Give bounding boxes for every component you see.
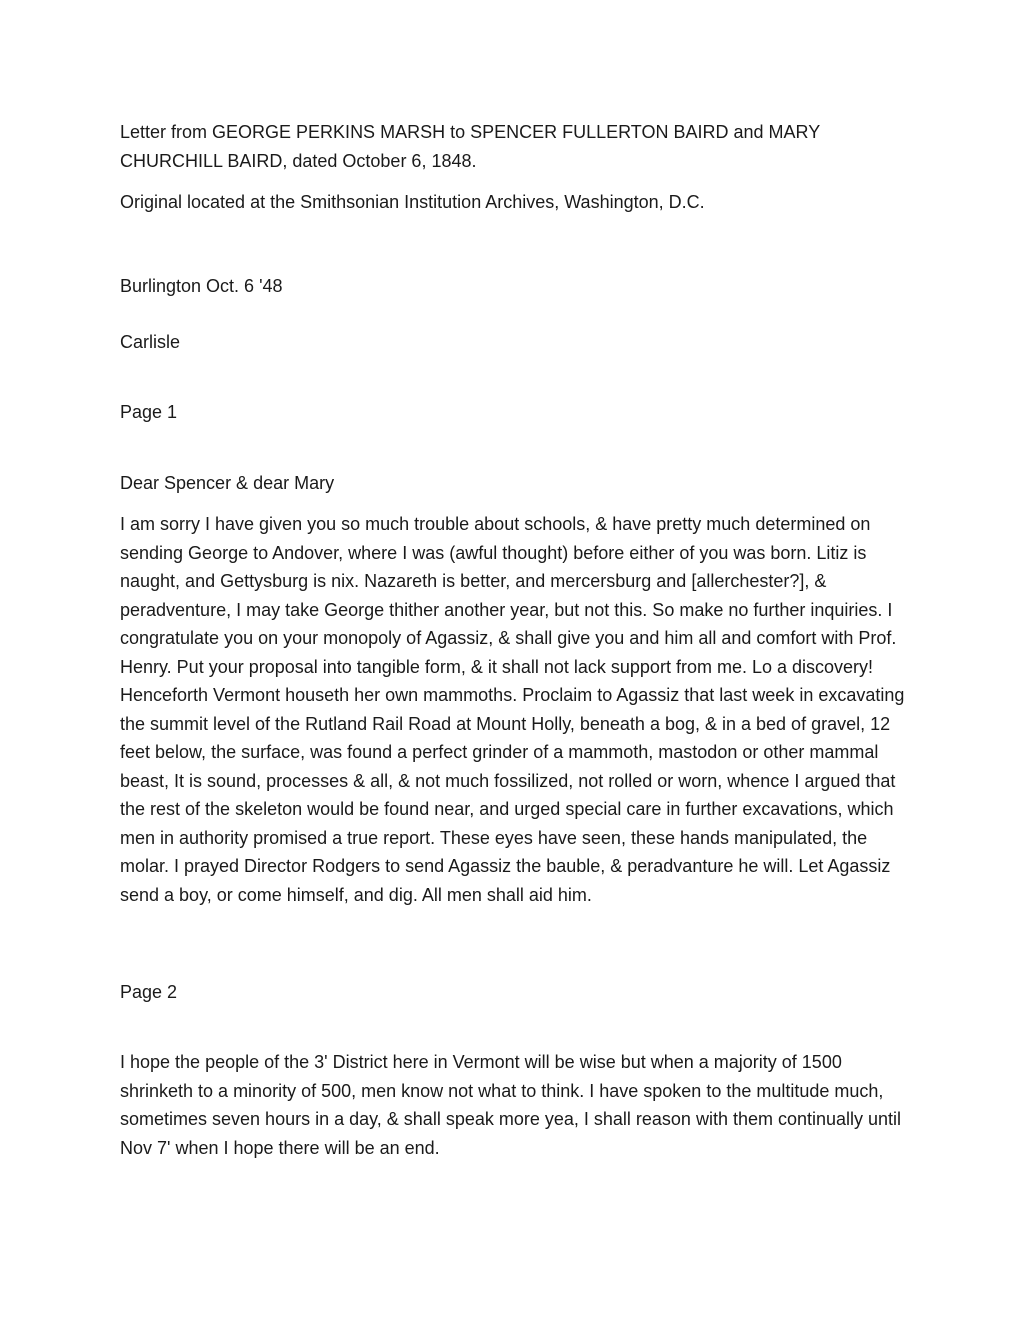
salutation: Dear Spencer & dear Mary <box>120 473 335 493</box>
archive-source: Original located at the Smithsonian Institution Archives, Washington, D.C. <box>120 192 705 212</box>
page-1-label: Page 1 <box>120 402 178 422</box>
page-2-label: Page 2 <box>120 982 178 1002</box>
destination: Carlisle <box>120 332 181 352</box>
letter-body-paragraph-2: I hope the people of the 3' District here in Vermont will be wise but when a majority of 1500 shrinketh to a minority of 500, men know not what to think. I have spoken to the multitude much, sometimes seven hours in a day, & shall speak more yea, I shall reason with them continually until Nov 7' when I hope there will be an end. <box>120 1052 902 1158</box>
letter-body-paragraph-1: I am sorry I have given you so much trouble about schools, & have pretty much determined on sending George to Andover, where I was (awful thought) before either of you was born. Litiz is naught, and Gettysburg is nix. Nazareth is better, and mercersburg and [allerchester?], & peradventure, I may take George thither another year, but not this. So make no further inquiries. I congratulate you on your monopoly of Agassiz, & shall give you and him all and comfort with Prof. Henry. Put your proposal into tangible form, & it shall not lack support from me. Lo a discovery! Henceforth Vermont houseth her own mammoths. Proclaim to Agassiz that last week in excavating the summit level of the Rutland Rail Road at Mount Holly, beneath a bog, & in a bed of gravel, 12 feet below, the surface, was found a perfect grinder of a mammoth, mastodon or other mammal beast, It is sound, processes & all, & not much fossilized, not rolled or worn, whence I argued that the rest of the skeleton would be found near, and urged special care in further excavations, which men in authority promised a true report. These eyes have seen, these hands manipulated, the molar. I prayed Director Rodgers to send Agassiz the bauble, & peradvanture he will. Let Agassiz send a boy, or come himself, and dig. All men shall aid him. <box>120 514 905 905</box>
place-and-date: Burlington Oct. 6 '48 <box>120 276 283 296</box>
letter-title: Letter from GEORGE PERKINS MARSH to SPENCER FULLERTON BAIRD and MARY CHURCHILL BAIRD, dated October 6, 1848. <box>120 122 820 171</box>
